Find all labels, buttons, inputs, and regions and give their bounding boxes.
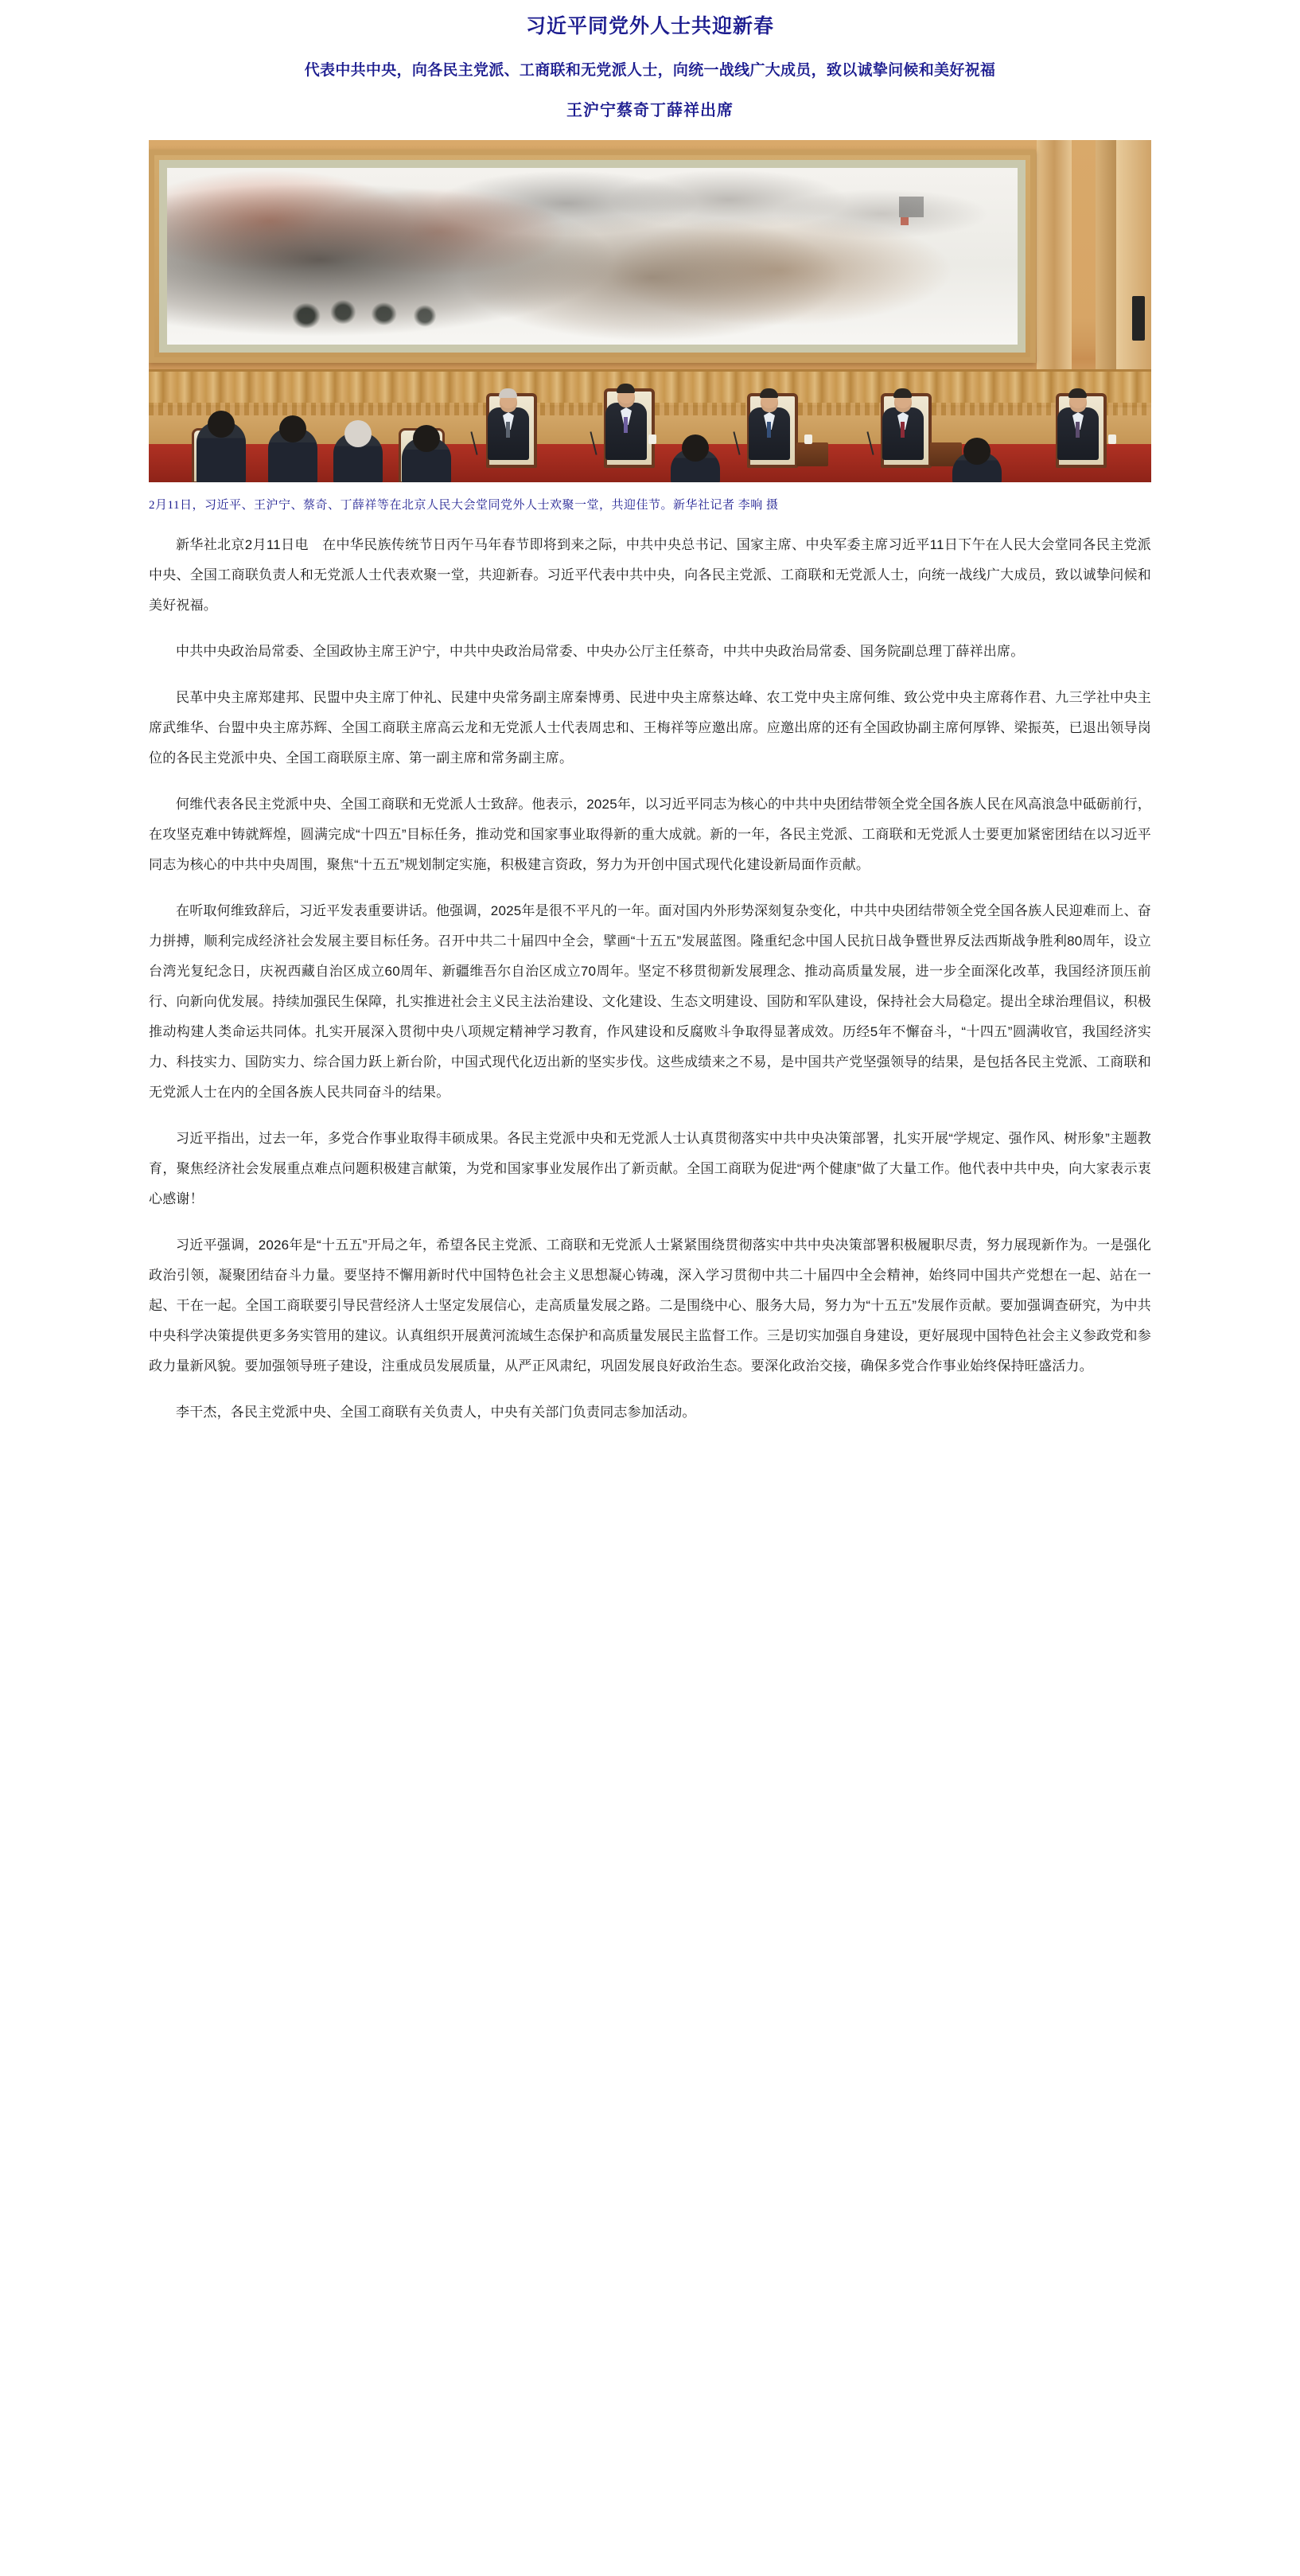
- article-paragraph: 民革中央主席郑建邦、民盟中央主席丁仲礼、民建中央常务副主席秦博勇、民进中央主席蔡达峰、农工党中央主席何维、致公党中央主席蒋作君、九三学社中央主席武维华、台盟中央主席苏辉、全国工商联主席高云龙和无党派人士代表周忠和、王梅祥等应邀出席。应邀出席的还有全国政协副主席何厚铧、梁振英，已退出领导岗位的各民主党派中央、全国工商联原主席、第一副主席和常务副主席。: [149, 690, 1151, 766]
- person-hair: [1068, 388, 1087, 398]
- photo-caption: 2月11日，习近平、王沪宁、蔡奇、丁薛祥等在北京人民大会堂同党外人士欢聚一堂，共迎佳节。新华社记者 李响 摄: [149, 499, 779, 512]
- headline-subtitle-2: 王沪宁蔡奇丁薛祥出席: [566, 102, 734, 119]
- headline-block: [0, 0, 1300, 123]
- article-paragraph: 李干杰，各民主党派中央、全国工商联有关负责人，中央有关部门负责同志参加活动。: [176, 1405, 696, 1420]
- person-hair: [617, 384, 635, 393]
- page-title: 习近平同党外人士共迎新春: [525, 15, 774, 37]
- article-paragraph: 习近平指出，过去一年，多党合作事业取得丰硕成果。各民主党派中央和无党派人士认真贯彻落实中共中央决策部署，扎实开展“学规定、强作风、树形象”主题教育，聚焦经济社会发展重点难点问题积极建言献策，为党和国家事业发展作出了新贡献。全国工商联为促进“两个健康”做了大量工作。他代表中共中央，向大家表示衷心感谢！: [149, 1131, 1152, 1206]
- attendee-head: [682, 435, 709, 462]
- attendee-head: [208, 411, 235, 438]
- landscape-painting-frame: [149, 150, 1036, 363]
- article-paragraph: 中共中央政治局常委、全国政协主席王沪宁，中共中央政治局常委、中央办公厅主任蔡奇，中共中央政治局常委、国务院副总理丁薛祥出席。: [176, 644, 1025, 659]
- person-tie: [767, 422, 771, 438]
- person-tie: [901, 422, 905, 438]
- person-hair: [499, 388, 517, 398]
- attendee-head: [344, 420, 372, 447]
- person-hair: [760, 388, 778, 398]
- landscape-painting: [167, 168, 1018, 345]
- article-photo-wrapper: [149, 140, 1151, 482]
- painting-pine-trees: [278, 288, 482, 334]
- article-body: [149, 530, 1151, 1475]
- painting-mat: [159, 160, 1026, 353]
- person-tie: [624, 417, 628, 433]
- attendee-head: [963, 438, 991, 465]
- attendee-head: [279, 415, 306, 442]
- teacup: [648, 435, 656, 444]
- attendee-head: [413, 425, 440, 452]
- speaker-icon: [1132, 296, 1145, 341]
- side-table: [796, 442, 828, 466]
- headline-subtitle-1: 代表中共中央，向各民主党派、工商联和无党派人士，向统一战线广大成员，致以诚挚问候和美好祝福: [304, 62, 996, 79]
- person-tie: [506, 422, 510, 438]
- article-paragraph: 习近平强调，2026年是“十五五”开局之年，希望各民主党派、工商联和无党派人士紧紧围绕贯彻落实中共中央决策部署积极履职尽责，努力展现新作为。一是强化政治引领，凝聚团结奋斗力量。要坚持不懈用新时代中国特色社会主义思想凝心铸魂，深入学习贯彻中共二十届四中全会精神，始终同中国共产党想在一起、站在一起、干在一起。全国工商联要引导民营经济人士坚定发展信心，走高质量发展之路。二是围绕中心、服务大局，努力为“十五五”发展作贡献。要加强调查研究，为中共中央科学决策提供更多务实管用的建议。认真组织开展黄河流域生态保护和高质量发展民主监督工作。三是切实加强自身建设，更好展现中国特色社会主义参政党和参政力量新风貌。要加强领导班子建设，注重成员发展质量，从严正风肃纪，巩固发展良好政治生态。要深化政治交接，确保多党合作事业始终保持旺盛活力。: [149, 1237, 1151, 1374]
- meeting-photo: [149, 140, 1151, 482]
- article-paragraph: 在听取何维致辞后，习近平发表重要讲话。他强调，2025年是很不平凡的一年。面对国内外形势深刻复杂变化，中共中央团结带领全党全国各族人民迎难而上、奋力拼搏，顺利完成经济社会发展主要目标任务。召开中共二十届四中全会，擘画“十五五”发展蓝图。隆重纪念中国人民抗日战争暨世界反法西斯战争胜利80周年，设立台湾光复纪念日，庆祝西藏自治区成立60周年、新疆维吾尔自治区成立70周年。坚定不移贯彻新发展理念、推动高质量发展，进一步全面深化改革，我国经济顶压前行、向新向优发展。持续加强民生保障，扎实推进社会主义民主法治建设、文化建设、生态文明建设、国防和军队建设，保持社会大局稳定。提出全球治理倡议，积极推动构建人类命运共同体。扎实开展深入贯彻中央八项规定精神学习教育，作风建设和反腐败斗争取得显著成效。历经5年不懈奋斗，“十四五”圆满收官，我国经济实力、科技实力、国防实力、综合国力跃上新台阶，中国式现代化迈出新的坚实步伐。这些成绩来之不易，是中国共产党坚强领导的结果，是包括各民主党派、工商联和无党派人士在内的全国各族人民共同奋斗的结果。: [149, 903, 1151, 1100]
- painting-inscription: [899, 197, 958, 217]
- teacup: [804, 435, 812, 444]
- article-paragraph: 何维代表各民主党派中央、全国工商联和无党派人士致辞。他表示，2025年，以习近平同志为核心的中共中央团结带领全党全国各族人民在风高浪急中砥砺前行，在攻坚克难中铸就辉煌，圆满完成“十四五”目标任务，推动党和国家事业取得新的重大成就。新的一年，各民主党派、工商联和无党派人士要更加紧密团结在以习近平同志为核心的中共中央周围，聚焦“十五五”规划制定实施，积极建言资政，努力为开创中国式现代化建设新局面作贡献。: [149, 797, 1151, 872]
- teacup: [1108, 435, 1116, 444]
- person-tie: [1076, 422, 1080, 438]
- person-hair: [893, 388, 912, 398]
- article-paragraph: 新华社北京2月11日电 在中华民族传统节日丙午马年春节即将到来之际，中共中央总书记、国家主席、中央军委主席习近平11日下午在人民大会堂同各民主党派中央、全国工商联负责人和无党派人士代表欢聚一堂，共迎新春。习近平代表中共中央，向各民主党派、工商联和无党派人士，向统一战线广大成员，致以诚挚问候和美好祝福。: [149, 537, 1151, 613]
